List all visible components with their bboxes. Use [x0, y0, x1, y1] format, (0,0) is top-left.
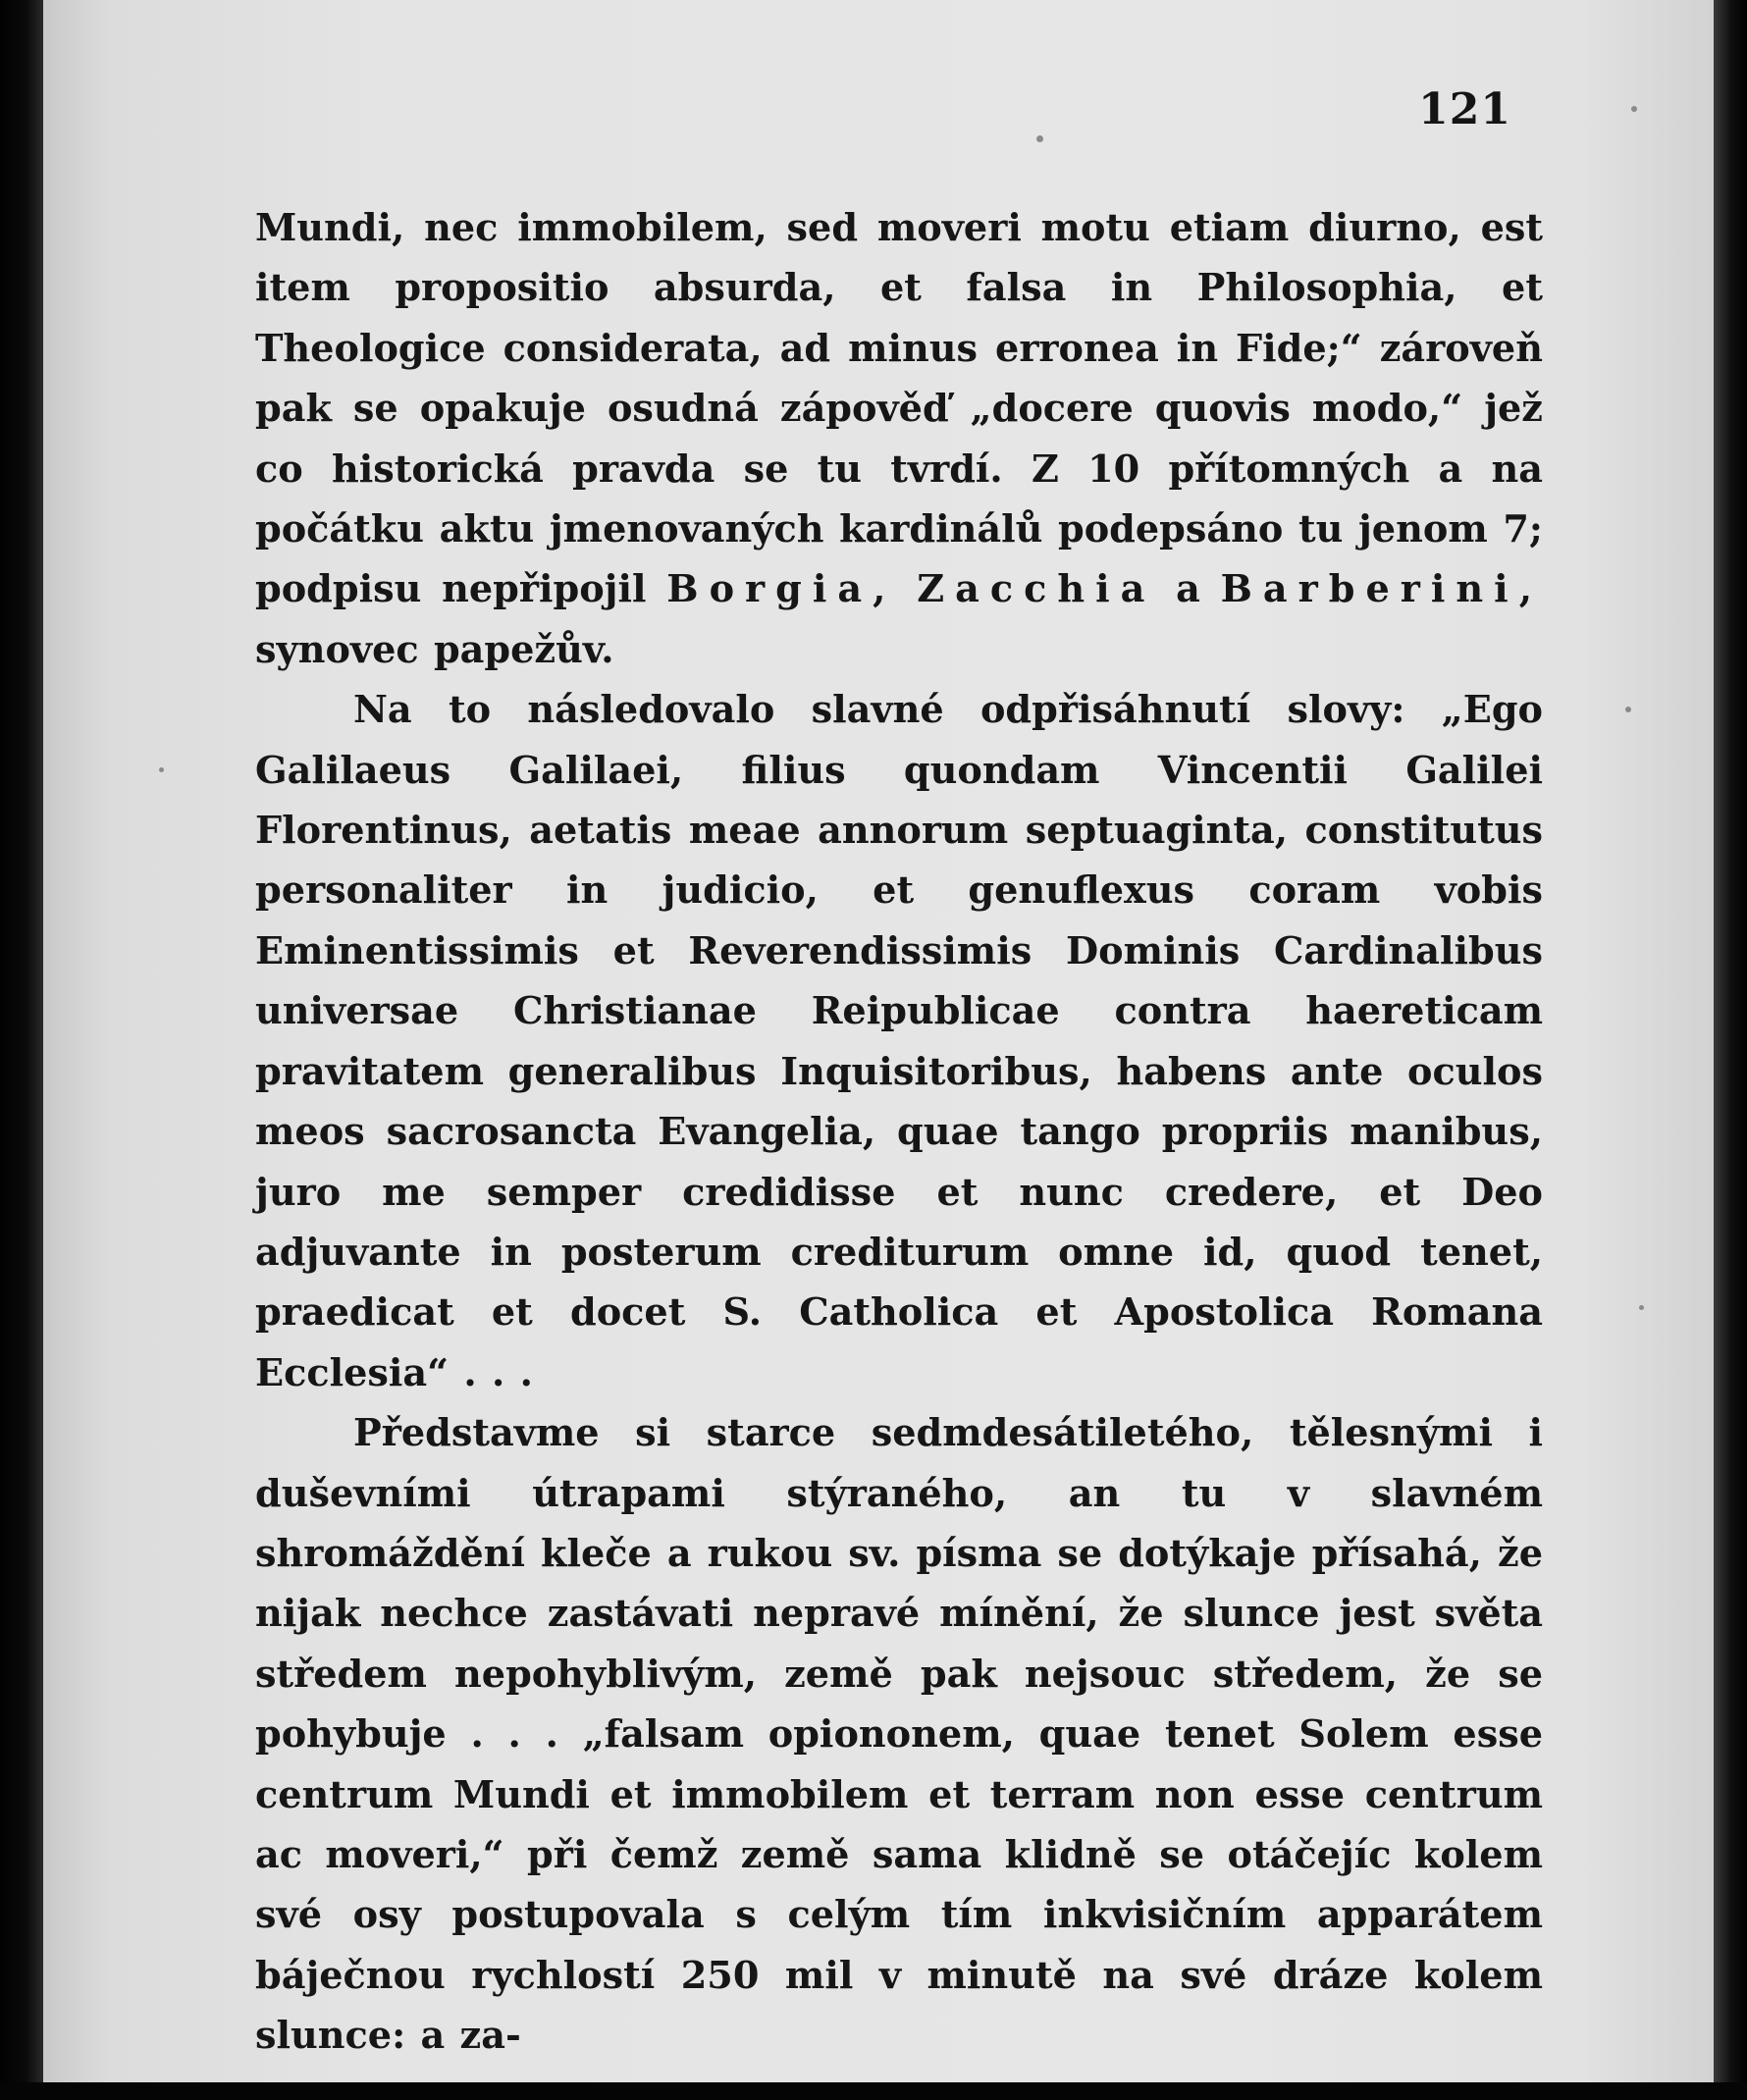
- paragraph-1-text-before: Mundi, nec immobilem, sed moveri motu etiam diurno, est item propositio absurda, et falsa in Philosophia, et Theologice considerata, ad minus erronea in Fide;“ zároveň pak se opakuje osudná zápověď „docere quovis modo,“ jež co historická pravda se tu tvrdí. Z 10 přítomných a na počátku aktu jmenovaných kardinálů podepsáno tu jenom 7; podpisu nepřipojil: [255, 206, 1543, 612]
- paper-speck: [1639, 1305, 1644, 1310]
- paragraph-3: Představme si starce sedmdesátiletého, tělesnými i duševními útrapami stýraného, an tu v slavném shromáždění kleče a rukou sv. písma se dotýkaje přísahá, že nijak nechce zastávati nepravé mínění, že slunce jest světa středem nepohyblivým, země pak nejsouc středem, že se pohybuje . . . „falsam opiononem, quae tenet Solem esse centrum Mundi et immobilem et terram non esse centrum ac moveri,“ při čemž země sama klidně se otáčejíc kolem své osy postupovala s celým tím inkvisičním apparátem báječnou rychlostí 250 mil v minutě na své dráze kolem slunce: a za-: [255, 1411, 1543, 2059]
- name-zacchia: Zacchia: [917, 567, 1156, 612]
- body-text: [255, 198, 1543, 2067]
- name-barberini: Barberini,: [1220, 567, 1543, 612]
- paper-speck: [1036, 135, 1043, 142]
- paragraph-2: Na to následovalo slavné odpřisáhnutí slovy: „Ego Galilaeus Galilaei, filius quondam Vincentii Galilei Florentinus, aetatis meae annorum septuaginta, constitutus personaliter in judicio, et genuflexus coram vobis Eminentissimis et Reverendissimis Dominis Cardinalibus universae Christianae Reipublicae contra haereticam pravitatem generalibus Inquisitoribus, habens ante oculos meos sacrosancta Evangelia, quae tango propriis manibus, juro me semper credidisse et nunc credere, et Deo adjuvante in posterum crediturum omne id, quod tenet, praedicat et docet S. Catholica et Apostolica Romana Ecclesia“ . . .: [255, 688, 1543, 1395]
- book-spine-shadow: [0, 0, 43, 2100]
- paper-speck: [1631, 106, 1637, 112]
- paper-speck: [1625, 707, 1631, 712]
- page-edge-shadow: [1714, 0, 1747, 2100]
- page-number: 121: [1418, 84, 1511, 134]
- conjunction: a: [1155, 567, 1221, 612]
- bottom-edge-shadow: [0, 2082, 1747, 2100]
- name-borgia: Borgia,: [666, 567, 897, 612]
- paragraph-1-text-after: synovec papežův.: [255, 627, 614, 672]
- paper-speck: [159, 767, 164, 772]
- paragraph-1: [255, 198, 1543, 680]
- paper-page: [43, 0, 1714, 2082]
